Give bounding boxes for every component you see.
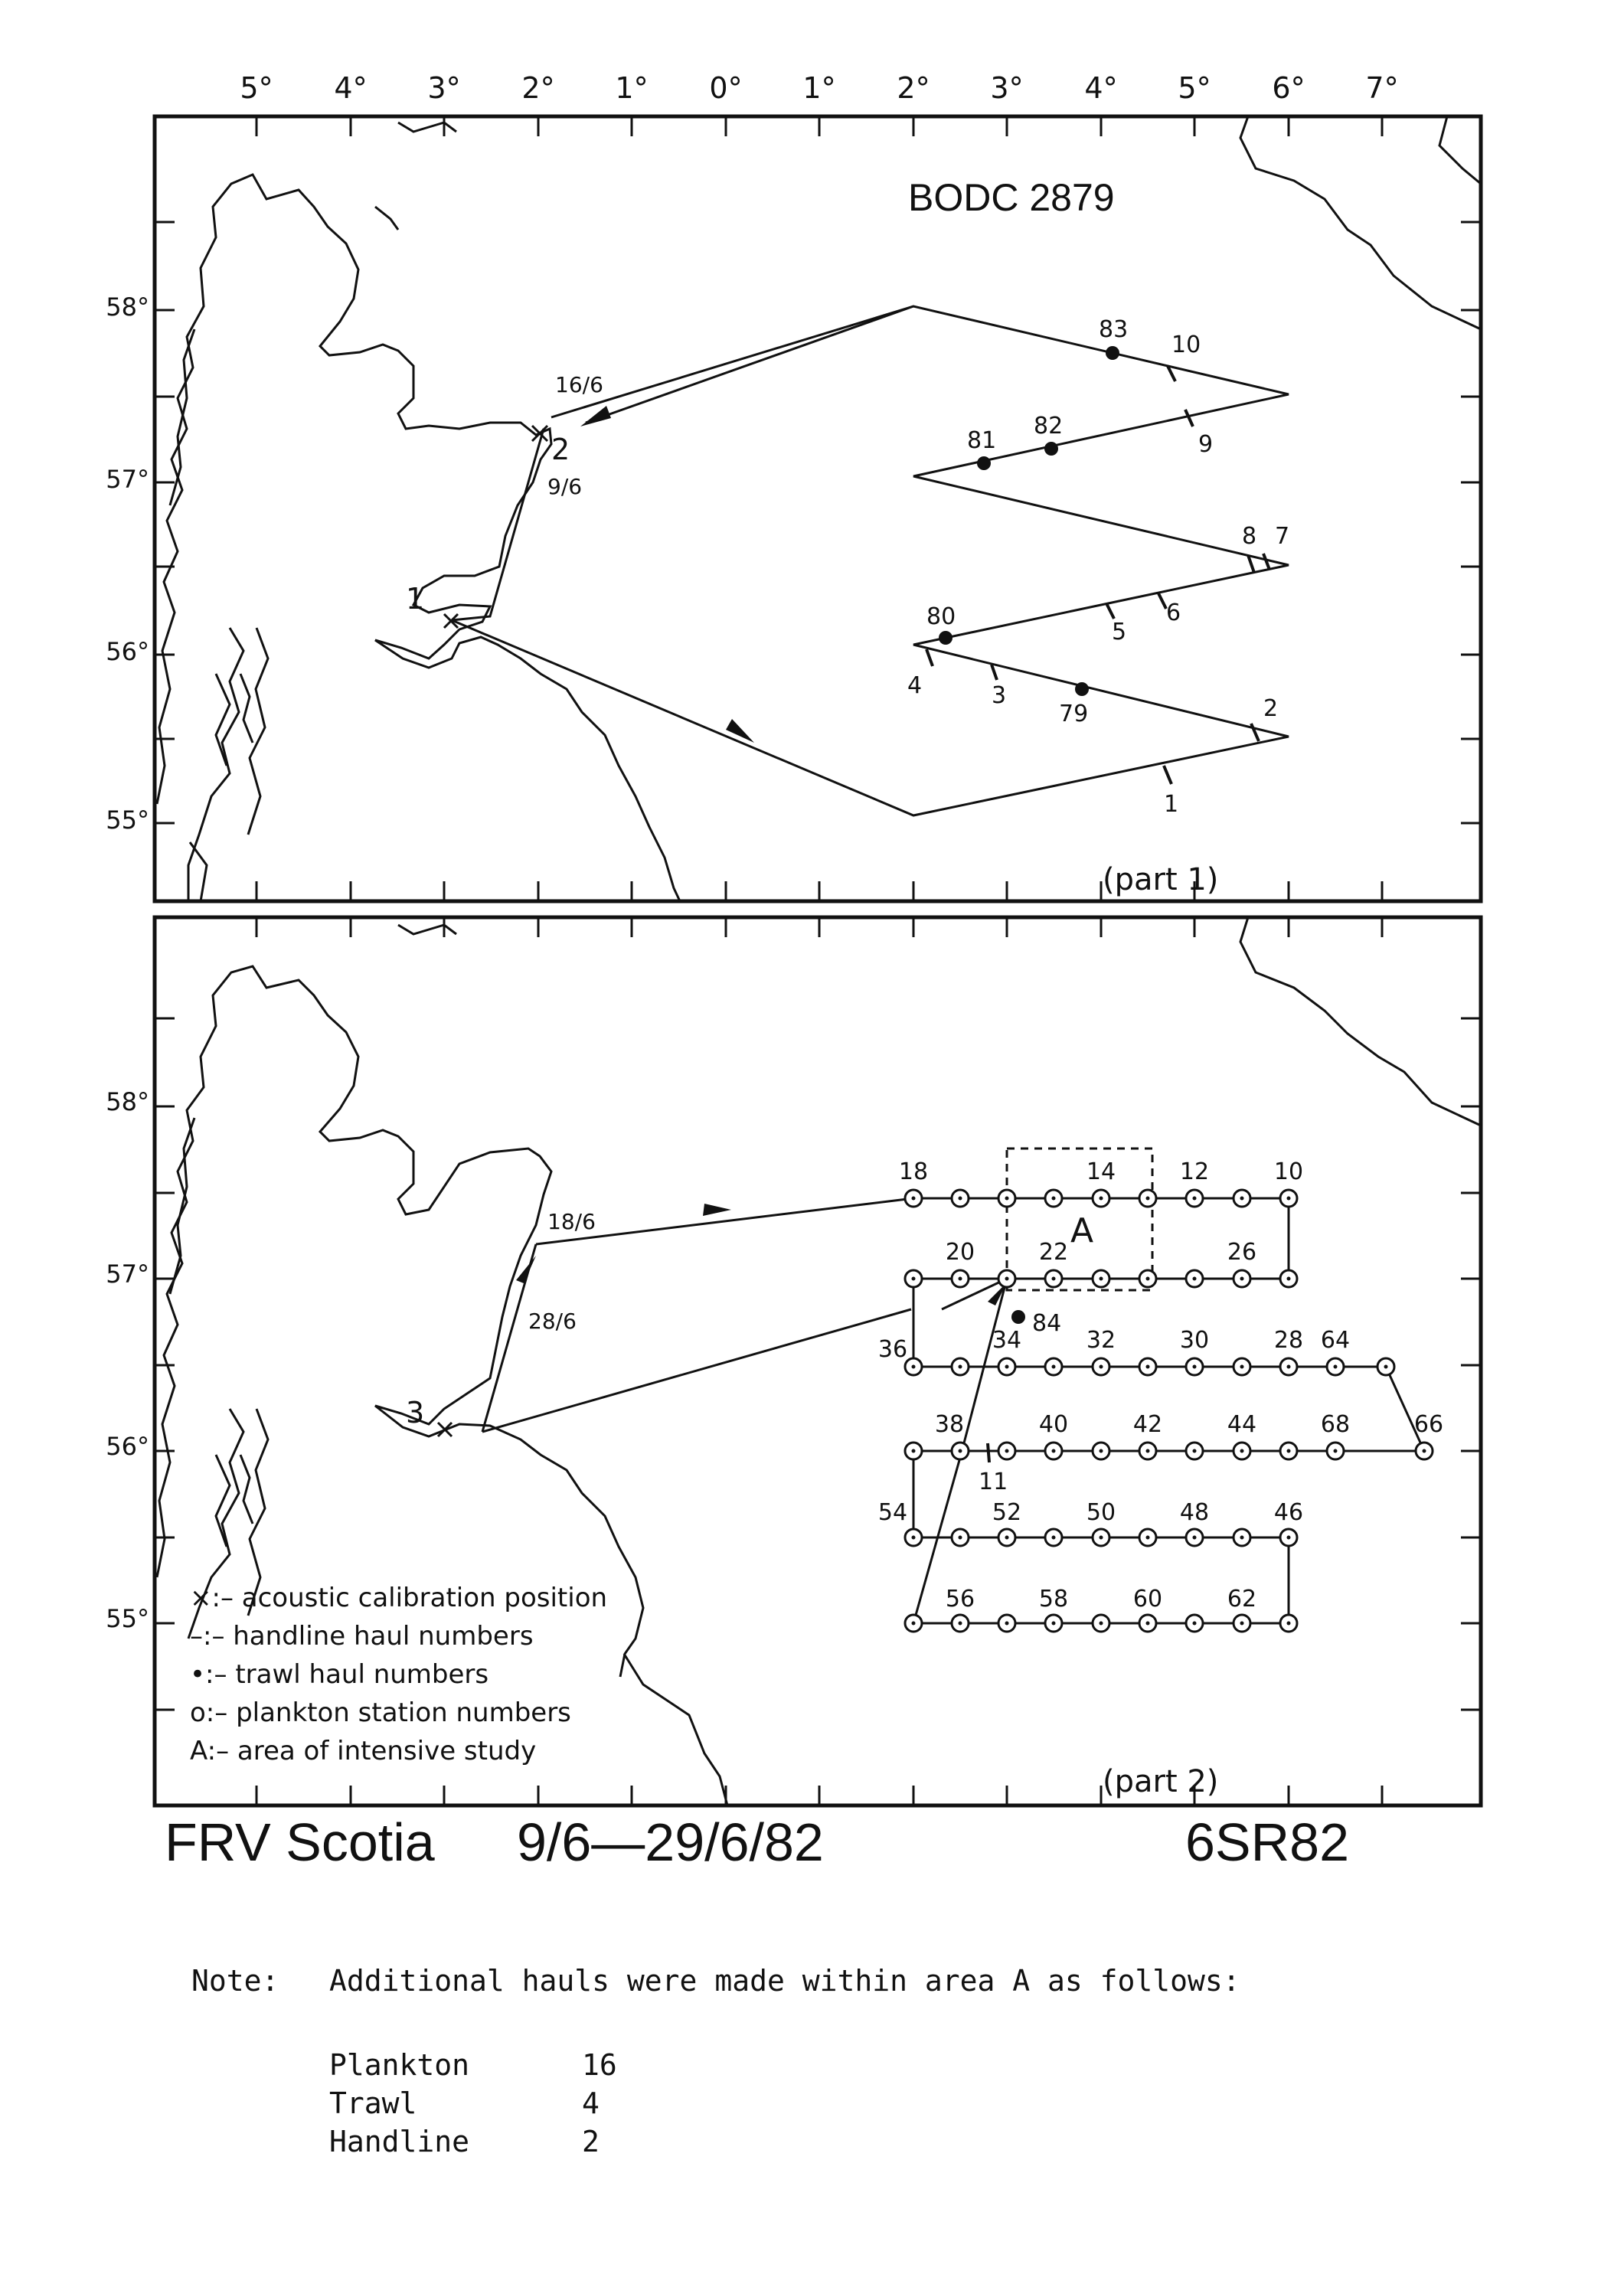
handline-number: 8 — [1242, 523, 1257, 550]
plankton-station-center — [1052, 1622, 1056, 1626]
handline-number: 2 — [1263, 695, 1279, 722]
lon-label: 6° — [1272, 71, 1305, 105]
panel-2-label: (part 2) — [1103, 1764, 1219, 1799]
plankton-station-center — [959, 1365, 962, 1369]
note-row-type: Handline — [329, 2125, 470, 2158]
plankton-station-center — [1005, 1449, 1009, 1453]
legend-item: •:– trawl haul numbers — [190, 1659, 489, 1690]
station-label: 30 — [1179, 1327, 1210, 1354]
plankton-station-center — [1052, 1536, 1056, 1540]
lat-label: 57° — [106, 465, 149, 494]
legend-item: o:– plankton station numbers — [190, 1697, 571, 1728]
panel-1-frame — [155, 116, 1481, 901]
handline-number: 11 — [979, 1469, 1008, 1495]
lon-label: 0° — [709, 71, 743, 105]
lon-label: 4° — [1084, 71, 1118, 105]
station-label: 36 — [877, 1336, 908, 1363]
legend-item: –:– handline haul numbers — [190, 1621, 534, 1652]
plankton-station-center — [1005, 1197, 1009, 1201]
plankton-station-center — [1287, 1365, 1291, 1369]
station-label: 42 — [1132, 1411, 1163, 1438]
trawl-dot — [1106, 346, 1119, 360]
note-intro: Note: — [191, 1964, 279, 1998]
plankton-station-center — [1240, 1449, 1244, 1453]
plankton-station-center — [1005, 1536, 1009, 1540]
area-label: A — [1070, 1211, 1094, 1250]
date-label: 28/6 — [528, 1309, 577, 1334]
panel-part-1 — [106, 116, 1481, 901]
plankton-station-center — [1100, 1536, 1103, 1540]
station-label: 46 — [1273, 1499, 1304, 1526]
handline-number: 4 — [907, 672, 923, 699]
ship-name: FRV Scotia — [165, 1812, 435, 1872]
legend-item: A:– area of intensive study — [190, 1736, 537, 1766]
plankton-station-center — [1146, 1622, 1150, 1626]
station-label: 60 — [1132, 1586, 1163, 1613]
track-arrow — [703, 1204, 731, 1216]
plankton-station-center — [1100, 1365, 1103, 1369]
note-row-type: Plankton — [329, 2048, 470, 2082]
station-label: 22 — [1038, 1239, 1069, 1266]
trawl-dot — [939, 631, 953, 645]
plankton-station-center — [1100, 1197, 1103, 1201]
lat-label: 56° — [106, 637, 149, 666]
plankton-station-center — [959, 1277, 962, 1281]
lat-label: 55° — [106, 805, 149, 835]
handline-number: 6 — [1166, 600, 1181, 626]
plankton-station-center — [1052, 1365, 1056, 1369]
handline-number: 1 — [1164, 791, 1179, 818]
lon-label: 2° — [897, 71, 930, 105]
lon-label: 3° — [427, 71, 461, 105]
station-label: 34 — [992, 1327, 1022, 1354]
plankton-station-center — [959, 1449, 962, 1453]
plankton-station-center — [1240, 1197, 1244, 1201]
station-label: 52 — [992, 1499, 1022, 1526]
cruise-dates: 9/6—29/6/82 — [517, 1812, 824, 1872]
plankton-station-center — [1240, 1365, 1244, 1369]
plankton-station-center — [1146, 1365, 1150, 1369]
plankton-station-center — [1193, 1536, 1197, 1540]
trawl-number: 80 — [926, 603, 956, 630]
plankton-station-center — [912, 1449, 916, 1453]
station-label: 28 — [1273, 1327, 1304, 1354]
lat-label: 55° — [106, 1604, 149, 1633]
station-label: 66 — [1413, 1411, 1444, 1438]
handline-number: 10 — [1171, 332, 1201, 358]
plankton-station-center — [1193, 1622, 1197, 1626]
note-block — [191, 1964, 1240, 2158]
station-label: 38 — [934, 1411, 965, 1438]
plankton-station-center — [1287, 1536, 1291, 1540]
handline-number: 9 — [1198, 431, 1214, 458]
plankton-stations — [905, 1190, 1433, 1632]
station-label: 56 — [945, 1586, 975, 1613]
trawl-number: 81 — [967, 427, 997, 454]
date-label: 18/6 — [547, 1209, 596, 1234]
station-label: 58 — [1038, 1586, 1069, 1613]
plankton-station-center — [1052, 1277, 1056, 1281]
station-label: 50 — [1086, 1499, 1116, 1526]
plankton-station-center — [1005, 1622, 1009, 1626]
panel-1-ticks — [155, 116, 1481, 901]
cruise-id: 6SR82 — [1185, 1812, 1350, 1872]
lat-label: 58° — [106, 1087, 149, 1116]
plankton-station-center — [1100, 1449, 1103, 1453]
lat-label: 58° — [106, 292, 149, 322]
trawl-dot — [977, 456, 991, 470]
calibration-number: 3 — [406, 1396, 425, 1430]
station-label: 68 — [1320, 1411, 1351, 1438]
lon-label: 1° — [615, 71, 649, 105]
plankton-station-center — [1100, 1622, 1103, 1626]
handline-number: 3 — [992, 682, 1007, 709]
plankton-station-center — [912, 1536, 916, 1540]
plankton-station-center — [1334, 1365, 1338, 1369]
plankton-station-center — [1240, 1277, 1244, 1281]
note-text: Additional hauls were made within area A as follows: — [329, 1964, 1240, 1998]
legend-item: ×:– acoustic calibration position — [190, 1583, 608, 1613]
station-label: 44 — [1227, 1411, 1257, 1438]
date-label: 9/6 — [547, 474, 583, 499]
plankton-station-center — [1146, 1449, 1150, 1453]
station-label: 18 — [898, 1158, 929, 1185]
plankton-station-center — [959, 1536, 962, 1540]
plankton-station-center — [1005, 1277, 1009, 1281]
plankton-station-center — [912, 1197, 916, 1201]
station-label: 64 — [1320, 1327, 1351, 1354]
plankton-station-center — [1193, 1197, 1197, 1201]
trawl-dot — [1044, 442, 1058, 456]
note-row-type: Trawl — [329, 2086, 417, 2120]
longitude-labels — [240, 71, 1398, 105]
panel-part-2 — [106, 917, 1481, 1805]
plankton-station-center — [1100, 1277, 1103, 1281]
trawl-number: 84 — [1032, 1310, 1062, 1337]
lon-label: 2° — [521, 71, 555, 105]
station-label: 10 — [1273, 1158, 1304, 1185]
plankton-station-center — [1423, 1449, 1426, 1453]
lon-label: 3° — [990, 71, 1024, 105]
trawl-number: 79 — [1059, 701, 1089, 727]
plankton-station-center — [1193, 1449, 1197, 1453]
trawl-dot — [1075, 682, 1089, 696]
station-label: 54 — [877, 1499, 908, 1526]
lon-label: 4° — [334, 71, 368, 105]
lat-label: 56° — [106, 1432, 149, 1461]
trawl-number: 83 — [1099, 316, 1129, 343]
lat-label: 57° — [106, 1260, 149, 1289]
plankton-station-center — [912, 1277, 916, 1281]
note-row-count: 4 — [582, 2086, 600, 2120]
figure-footer — [165, 1812, 1349, 1872]
plankton-station-center — [1193, 1365, 1197, 1369]
plankton-station-center — [1240, 1536, 1244, 1540]
station-label: 48 — [1179, 1499, 1210, 1526]
plankton-station-center — [1193, 1277, 1197, 1281]
plankton-station-center — [1240, 1622, 1244, 1626]
plankton-station-center — [912, 1622, 916, 1626]
calibration-number: 1 — [406, 582, 425, 616]
plankton-station-center — [1052, 1197, 1056, 1201]
plankton-station-center — [1052, 1449, 1056, 1453]
station-label: 40 — [1038, 1411, 1069, 1438]
plankton-station-center — [1146, 1277, 1150, 1281]
handline-number: 5 — [1112, 619, 1127, 645]
plankton-station-center — [1287, 1197, 1291, 1201]
station-label: 32 — [1086, 1327, 1116, 1354]
panel-1-label: (part 1) — [1103, 862, 1219, 897]
date-label: 16/6 — [555, 372, 603, 397]
lon-label: 5° — [240, 71, 273, 105]
station-label: 20 — [945, 1239, 975, 1266]
trawl-dot — [1011, 1310, 1025, 1324]
lon-label: 1° — [802, 71, 836, 105]
plankton-station-center — [1146, 1536, 1150, 1540]
calibration-number: 2 — [551, 433, 570, 466]
station-label: 12 — [1179, 1158, 1210, 1185]
plankton-station-center — [1384, 1365, 1388, 1369]
note-row-count: 2 — [582, 2125, 600, 2158]
note-row-count: 16 — [582, 2048, 617, 2082]
plankton-station-center — [959, 1622, 962, 1626]
plankton-station-center — [959, 1197, 962, 1201]
lon-label: 5° — [1178, 71, 1211, 105]
plankton-station-center — [912, 1365, 916, 1369]
plankton-station-center — [1287, 1622, 1291, 1626]
panel-1-coastline — [157, 116, 1481, 901]
trawl-number: 82 — [1034, 413, 1064, 439]
station-label: 62 — [1227, 1586, 1257, 1613]
station-label: 14 — [1086, 1158, 1116, 1185]
plankton-station-center — [1334, 1449, 1338, 1453]
lon-label: 7° — [1365, 71, 1399, 105]
handline-number: 7 — [1275, 523, 1290, 550]
plankton-station-center — [1005, 1365, 1009, 1369]
plankton-station-center — [1146, 1197, 1150, 1201]
station-label: 26 — [1227, 1239, 1257, 1266]
plankton-station-center — [1287, 1449, 1291, 1453]
track-arrow — [580, 406, 611, 426]
plankton-station-center — [1287, 1277, 1291, 1281]
record-id: BODC 2879 — [908, 176, 1115, 219]
